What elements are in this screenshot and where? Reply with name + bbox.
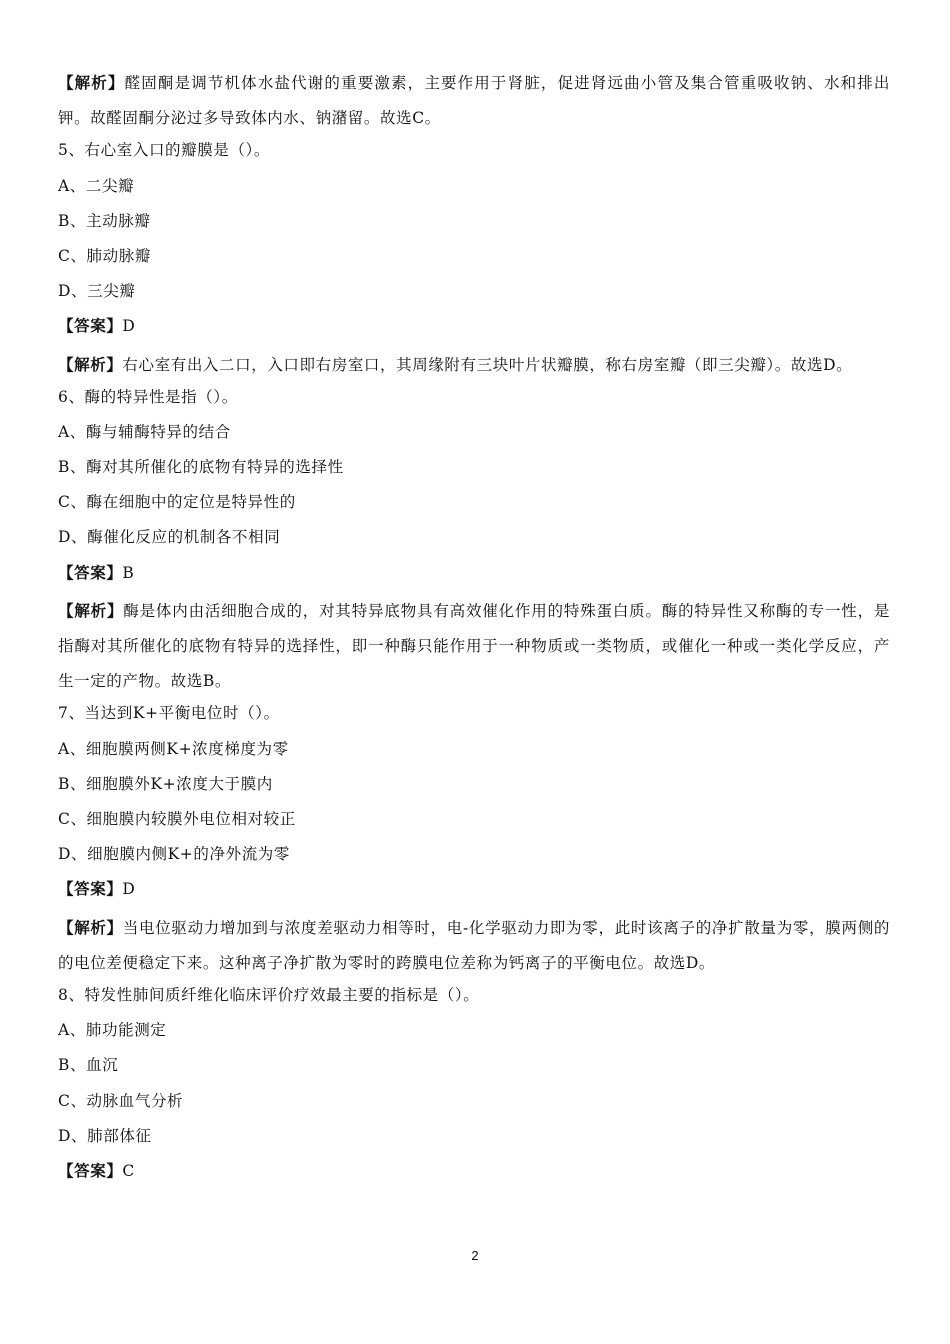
answer-value: D [122,317,136,336]
answer-line [58,875,890,910]
analysis-label: 【解析】 [58,601,124,620]
analysis-paragraph [58,594,890,700]
question-text: 7、当达到K+平衡电位时（）。 [58,704,280,723]
answer-line [58,1157,890,1192]
option-text: D、三尖瓣 [58,282,136,301]
option-text: A、肺功能测定 [58,1021,167,1040]
analysis-label: 【解析】 [58,74,125,92]
question-text: 6、酶的特异性是指（）。 [58,387,238,406]
question-text: 8、特发性肺间质纤维化临床评价疗效最主要的指标是（）。 [58,986,480,1004]
analysis-paragraph [58,66,890,136]
analysis-text: 右心室有出入二口，入口即右房室口，其周缘附有三块叶片状瓣膜，称右房室瓣（即三尖瓣）。故选D。 [122,355,853,374]
option-text: C、酶在细胞中的定位是特异性的 [58,493,296,512]
option-text: C、动脉血气分析 [58,1091,184,1110]
answer-line [58,312,890,347]
analysis-label: 【解析】 [58,355,123,374]
option-text: C、肺动脉瓣 [58,246,151,265]
option-text: B、细胞膜外K+浓度大于膜内 [58,774,273,793]
answer-label: 【答案】 [58,563,123,582]
option-text: D、肺部体征 [58,1126,152,1145]
answer-label: 【答案】 [58,317,123,336]
answer-line [58,559,890,594]
option-text: B、主动脉瓣 [58,211,151,230]
option-text: A、二尖瓣 [58,176,135,195]
page-number: 2 [471,1248,479,1263]
option-text: A、酶与辅酶特异的结合 [58,422,231,441]
analysis-text: 酶是体内由活细胞合成的，对其特异底物具有高效催化作用的特殊蛋白质。酶的特异性又称酶的专一性，是指酶对其所催化的底物有特异的选择性，即一种酶只能作用于一种物质或一类物质，或催化一种或一类化学反应，产生一定的产物。故选B。 [58,601,891,691]
question-text: 5、右心室入口的瓣膜是（）。 [58,141,271,160]
answer-value: B [122,563,135,582]
option-text: C、细胞膜内较膜外电位相对较正 [58,810,296,829]
page-content [58,66,890,1192]
option-text: B、酶对其所催化的底物有特异的选择性 [58,458,344,477]
answer-value: D [122,880,136,899]
analysis-paragraph [58,911,890,981]
option-text: D、细胞膜内侧K+的净外流为零 [58,845,290,864]
option-text: A、细胞膜两侧K+浓度梯度为零 [58,739,289,758]
analysis-label: 【解析】 [58,918,123,937]
analysis-text: 醛固酮是调节机体水盐代谢的重要激素，主要作用于肾脏，促进肾远曲小管及集合管重吸收钠、水和排出钾。故醛固酮分泌过多导致体内水、钠潴留。故选C。 [58,74,890,128]
option-text: D、酶催化反应的机制各不相同 [58,528,281,547]
answer-label: 【答案】 [58,880,123,899]
analysis-text: 当电位驱动力增加到与浓度差驱动力相等时，电-化学驱动力即为零，此时该离子的净扩散量为零，膜两侧的的电位差便稳定下来。这种离子净扩散为零时的跨膜电位差称为钙离子的平衡电位。故选D。 [58,918,890,972]
option-text: B、血沉 [58,1056,119,1075]
analysis-paragraph [58,348,890,383]
answer-label: 【答案】 [58,1161,123,1180]
answer-value: C [122,1161,135,1180]
